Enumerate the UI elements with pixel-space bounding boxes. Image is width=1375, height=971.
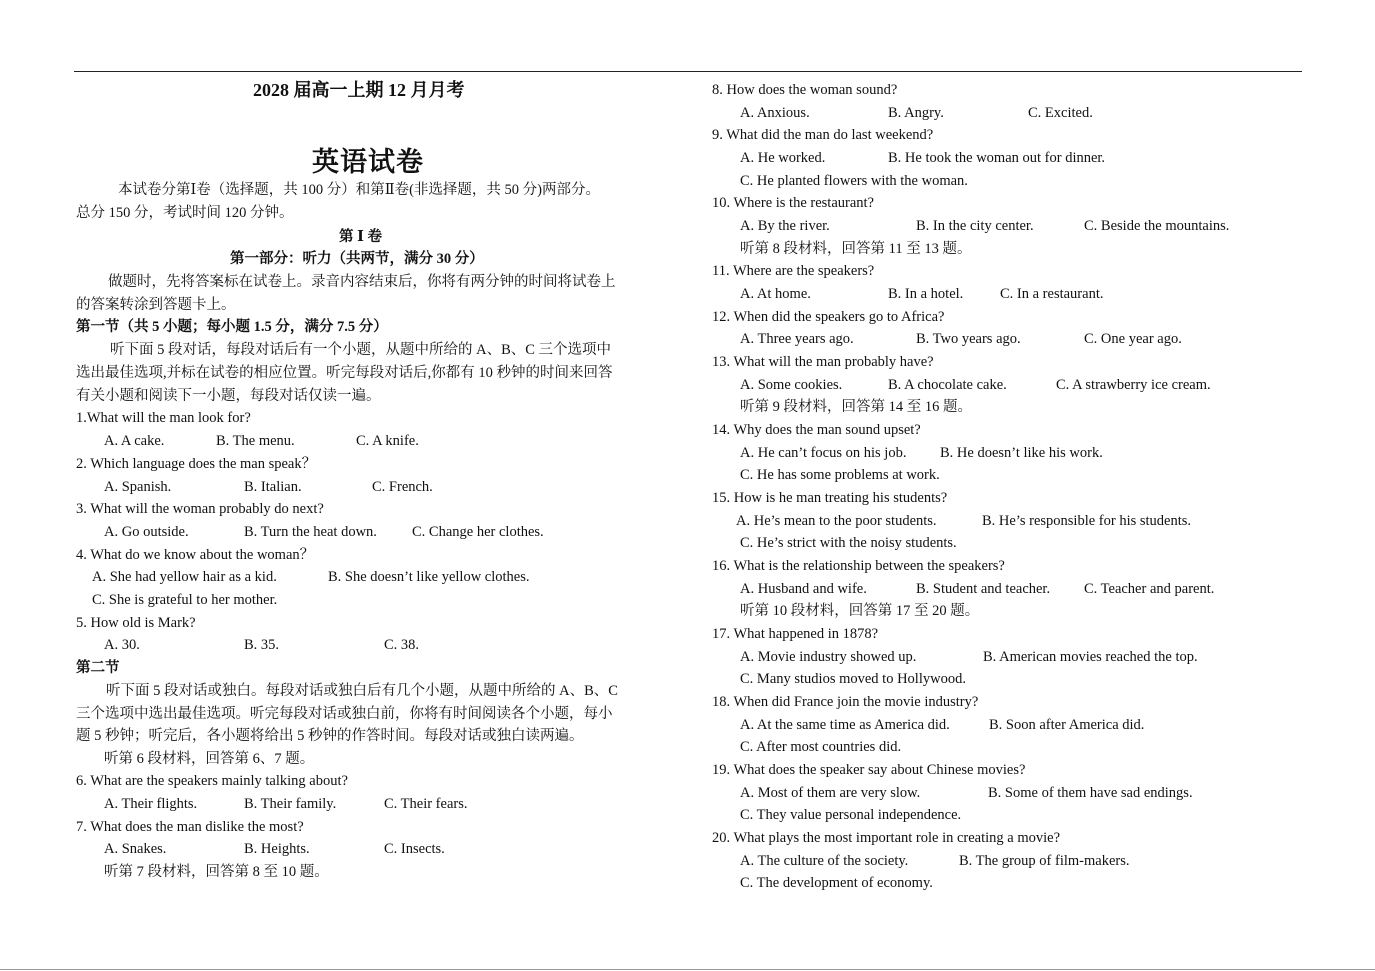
material-8-note: 听第 8 段材料，回答第 11 至 13 题。 [740, 241, 972, 257]
question-17-stem: 17. What happened in 1878? [712, 626, 879, 642]
question-5-option-a: A. 30. [104, 637, 140, 653]
question-5-stem: 5. How old is Mark? [76, 615, 196, 631]
question-12-option-a: A. Three years ago. [740, 331, 854, 347]
question-6-option-c: C. Their fears. [384, 796, 468, 812]
question-4-option-a: A. She had yellow hair as a kid. [92, 569, 277, 585]
question-10-option-a: A. By the river. [740, 218, 830, 234]
section-one-title: 第一节（共 5 小题；每小题 1.5 分，满分 7.5 分） [76, 319, 388, 335]
question-2-stem: 2. Which language does the man speak？ [76, 456, 317, 472]
question-14-option-c: C. He has some problems at work. [740, 467, 940, 483]
question-15-stem: 15. How is he man treating his students? [712, 490, 948, 506]
question-18-stem: 18. When did France join the movie industry? [712, 694, 979, 710]
question-17-option-a: A. Movie industry showed up. [740, 649, 917, 665]
question-20-option-a: A. The culture of the society. [740, 853, 909, 869]
section-two-instruction-1: 听下面 5 段对话或独白。每段对话或独白后有几个小题，从题中所给的 A、B、C [106, 683, 618, 699]
question-11-option-b: B. In a hotel. [888, 286, 964, 302]
question-19-option-a: A. Most of them are very slow. [740, 785, 921, 801]
question-11-stem: 11. Where are the speakers? [712, 263, 875, 279]
question-19-option-c: C. They value personal independence. [740, 807, 962, 823]
question-5-option-c: C. 38. [384, 637, 420, 653]
question-7-option-b: B. Heights. [244, 841, 310, 857]
question-20-stem: 20. What plays the most important role in creating a movie? [712, 830, 1061, 846]
question-3-stem: 3. What will the woman probably do next? [76, 501, 324, 517]
question-6-option-a: A. Their flights. [104, 796, 198, 812]
question-19-option-b: B. Some of them have sad endings. [988, 785, 1193, 801]
question-1-option-a: A. A cake. [104, 433, 165, 449]
material-10-note: 听第 10 段材料，回答第 17 至 20 题。 [740, 603, 980, 619]
question-20-option-b: B. The group of film-makers. [959, 853, 1130, 869]
exam-name: 2028 届高一上期 12 月月考 [253, 80, 465, 100]
top-rule [74, 71, 1302, 72]
part-one-instruction-2: 的答案转涂到答题卡上。 [76, 297, 236, 313]
question-1-option-b: B. The menu. [216, 433, 295, 449]
question-10-stem: 10. Where is the restaurant? [712, 195, 874, 211]
question-12-stem: 12. When did the speakers go to Africa? [712, 309, 945, 325]
question-13-option-b: B. A chocolate cake. [888, 377, 1007, 393]
question-3-option-a: A. Go outside. [104, 524, 189, 540]
question-15-option-c: C. He’s strict with the noisy students. [740, 535, 957, 551]
question-6-stem: 6. What are the speakers mainly talking about? [76, 773, 348, 789]
question-4-stem: 4. What do we know about the woman？ [76, 547, 315, 563]
question-9-option-b: B. He took the woman out for dinner. [888, 150, 1106, 166]
question-16-option-c: C. Teacher and parent. [1084, 581, 1215, 597]
question-7-stem: 7. What does the man dislike the most? [76, 819, 304, 835]
question-6-option-b: B. Their family. [244, 796, 337, 812]
question-16-option-b: B. Student and teacher. [916, 581, 1051, 597]
question-2-option-a: A. Spanish. [104, 479, 172, 495]
question-17-option-b: B. American movies reached the top. [983, 649, 1198, 665]
question-16-option-a: A. Husband and wife. [740, 581, 867, 597]
question-11-option-a: A. At home. [740, 286, 811, 302]
question-12-option-b: B. Two years ago. [916, 331, 1021, 347]
question-9-stem: 9. What did the man do last weekend? [712, 127, 934, 143]
question-12-option-c: C. One year ago. [1084, 331, 1182, 347]
question-14-option-b: B. He doesn’t like his work. [940, 445, 1103, 461]
question-13-option-c: C. A strawberry ice cream. [1056, 377, 1211, 393]
question-7-option-c: C. Insects. [384, 841, 445, 857]
intro-line-2: 总分 150 分，考试时间 120 分钟。 [76, 205, 294, 221]
page-bottom-edge [0, 969, 1375, 970]
section-two-instruction-2: 三个选项中选出最佳选项。听完每段对话或独白前，你将有时间阅读各个小题，每小 [76, 706, 613, 722]
question-15-option-a: A. He’s mean to the poor students. [736, 513, 937, 529]
question-14-option-a: A. He can’t focus on his job. [740, 445, 907, 461]
material-7-note: 听第 7 段材料，回答第 8 至 10 题。 [104, 864, 329, 880]
question-14-stem: 14. Why does the man sound upset? [712, 422, 921, 438]
question-7-option-a: A. Snakes. [104, 841, 167, 857]
volume-one-heading: 第 Ⅰ 卷 [339, 229, 383, 245]
question-3-option-c: C. Change her clothes. [412, 524, 544, 540]
question-9-option-c: C. He planted flowers with the woman. [740, 173, 968, 189]
material-9-note: 听第 9 段材料，回答第 14 至 16 题。 [740, 399, 972, 415]
question-18-option-a: A. At the same time as America did. [740, 717, 950, 733]
material-6-note: 听第 6 段材料，回答第 6、7 题。 [104, 751, 315, 767]
question-8-stem: 8. How does the woman sound? [712, 82, 898, 98]
question-1-option-c: C. A knife. [356, 433, 419, 449]
section-one-instruction-1: 听下面 5 段对话，每段对话后有一个小题，从题中所给的 A、B、C 三个选项中 [110, 342, 612, 358]
question-15-option-b: B. He’s responsible for his students. [982, 513, 1192, 529]
question-2-option-b: B. Italian. [244, 479, 302, 495]
part-one-instruction-1: 做题时，先将答案标在试卷上。录音内容结束后，你将有两分钟的时间将试卷上 [108, 274, 616, 290]
question-10-option-b: B. In the city center. [916, 218, 1034, 234]
question-8-option-a: A. Anxious. [740, 105, 810, 121]
question-20-option-c: C. The development of economy. [740, 875, 933, 891]
question-16-stem: 16. What is the relationship between the speakers? [712, 558, 1005, 574]
question-9-option-a: A. He worked. [740, 150, 826, 166]
intro-line-1: 本试卷分第Ⅰ卷（选择题，共 100 分）和第Ⅱ卷(非选择题，共 50 分)两部分。 [118, 182, 600, 198]
question-4-option-c: C. She is grateful to her mother. [92, 592, 278, 608]
part-one-title: 第一部分：听力（共两节，满分 30 分） [230, 251, 484, 267]
question-8-option-b: B. Angry. [888, 105, 944, 121]
question-8-option-c: C. Excited. [1028, 105, 1093, 121]
section-two-instruction-3: 题 5 秒钟；听完后，各小题将给出 5 秒钟的作答时间。每段对话或独白读两遍。 [76, 728, 584, 744]
question-18-option-c: C. After most countries did. [740, 739, 902, 755]
question-2-option-c: C. French. [372, 479, 433, 495]
question-5-option-b: B. 35. [244, 637, 280, 653]
question-3-option-b: B. Turn the heat down. [244, 524, 377, 540]
section-one-instruction-2: 选出最佳选项,并标在试卷的相应位置。听完每段对话后,你都有 10 秒钟的时间来回答 [76, 365, 613, 381]
question-17-option-c: C. Many studios moved to Hollywood. [740, 671, 966, 687]
question-11-option-c: C. In a restaurant. [1000, 286, 1104, 302]
question-13-option-a: A. Some cookies. [740, 377, 843, 393]
question-10-option-c: C. Beside the mountains. [1084, 218, 1230, 234]
section-one-instruction-3: 有关小题和阅读下一小题，每段对话仅读一遍。 [76, 388, 381, 404]
question-4-option-b: B. She doesn’t like yellow clothes. [328, 569, 530, 585]
subject-title: 英语试卷 [312, 147, 424, 177]
question-1-stem: 1.What will the man look for? [76, 410, 251, 426]
question-19-stem: 19. What does the speaker say about Chinese movies? [712, 762, 1026, 778]
question-13-stem: 13. What will the man probably have? [712, 354, 934, 370]
section-two-title: 第二节 [76, 660, 120, 676]
question-18-option-b: B. Soon after America did. [989, 717, 1145, 733]
